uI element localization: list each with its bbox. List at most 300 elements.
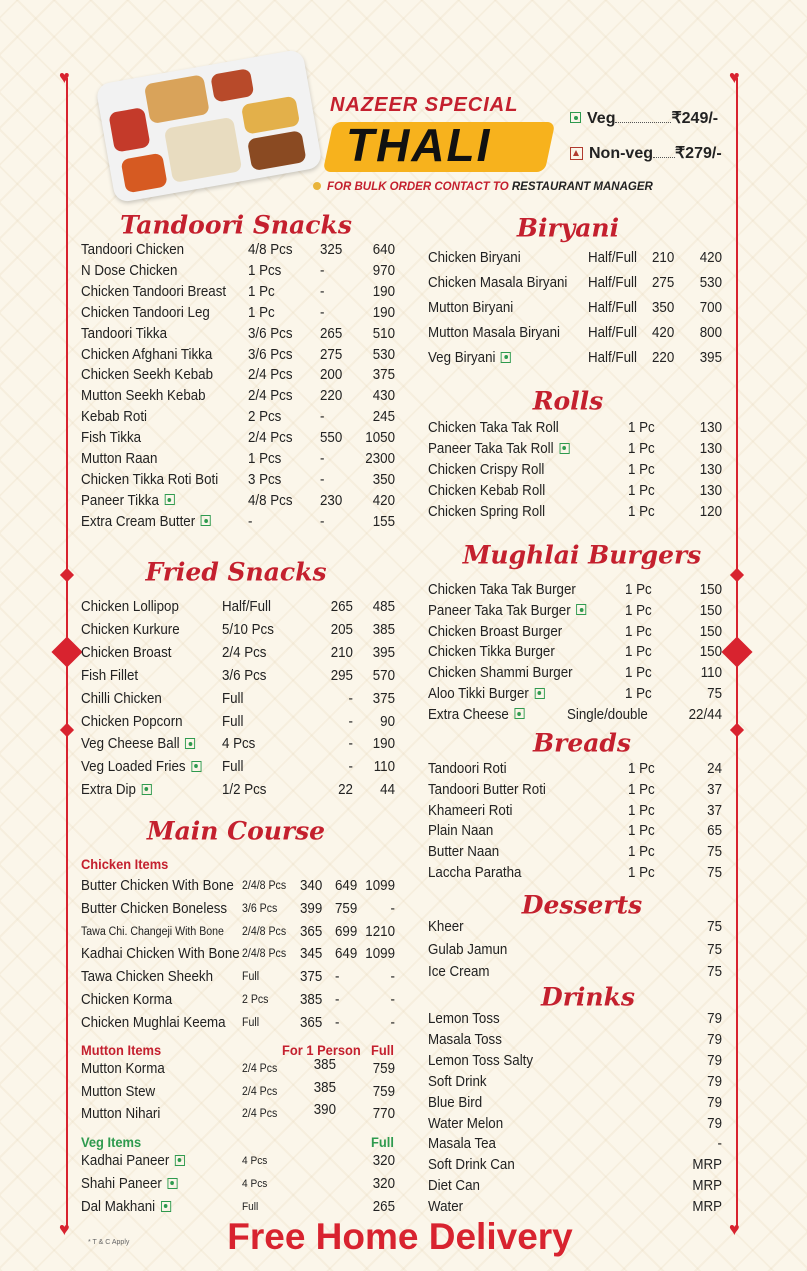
item-quantity: 1 Pc xyxy=(624,582,652,598)
item-name: Mutton Masala Biryani xyxy=(428,325,560,341)
item-quantity: 2/4 Pcs xyxy=(242,1085,278,1098)
item-price: 190 xyxy=(372,736,395,753)
item-name: Chicken Lollipop xyxy=(81,599,179,615)
item-price: 385 xyxy=(313,1057,336,1073)
item-quantity: 1 Pc xyxy=(624,602,652,619)
item-price: 44 xyxy=(380,782,395,799)
item-price: 37 xyxy=(707,802,722,819)
item-name: Shahi Paneer xyxy=(81,1176,162,1192)
nonveg-price: ₹279/- xyxy=(675,145,722,162)
item-price: 2300 xyxy=(365,451,395,467)
item-name: Kheer xyxy=(428,919,464,935)
item-price: 385 xyxy=(372,621,395,638)
veg-icon xyxy=(164,494,174,505)
item-price: - xyxy=(348,690,353,707)
item-name: Chicken Spring Roll xyxy=(428,504,546,520)
veg-icon xyxy=(501,352,511,363)
item-name: Laccha Paratha xyxy=(428,865,522,881)
item-price: 759 xyxy=(334,900,358,917)
diamond-ornament-icon xyxy=(60,723,74,737)
item-name: Khameeri Roti xyxy=(428,802,513,819)
veg-icon xyxy=(514,708,524,719)
item-price: 245 xyxy=(372,409,395,426)
item-price: - xyxy=(334,992,340,1008)
item-name-with-veg xyxy=(81,514,211,530)
item-price: 210 xyxy=(330,644,353,661)
item-price: MRP xyxy=(692,1178,722,1195)
veg-icon xyxy=(141,784,151,795)
item-quantity: 4/8 Pcs xyxy=(247,242,293,258)
section-title-main: Main Course xyxy=(146,816,326,846)
item-name: Fish Tikka xyxy=(81,430,142,447)
item-quantity: 1 Pc xyxy=(627,483,655,499)
item-quantity: 1 Pc xyxy=(627,761,655,777)
item-name: Tandoori Butter Roti xyxy=(428,781,546,798)
item-price: 65 xyxy=(707,823,722,840)
item-price: 265 xyxy=(319,325,343,342)
section-title-burgers: Mughlai Burgers xyxy=(462,540,702,570)
bulk-prefix: FOR BULK ORDER CONTACT TO xyxy=(327,181,509,193)
veg-icon xyxy=(201,515,211,526)
item-quantity: Half/Full xyxy=(587,275,637,291)
item-name: Chicken Tandoori Breast xyxy=(81,283,227,300)
item-name: Ice Cream xyxy=(428,964,490,980)
bulk-suffix: RESTAURANT MANAGER xyxy=(511,181,653,193)
item-quantity: 2/4/8 Pcs xyxy=(242,925,287,938)
item-price: 295 xyxy=(330,667,353,684)
item-quantity: 1 Pc xyxy=(627,781,655,798)
item-name-with-veg xyxy=(428,707,524,723)
item-price: 699 xyxy=(334,923,358,940)
item-quantity: 1 Pc xyxy=(627,504,655,520)
item-name-with-veg xyxy=(81,493,175,509)
heart-ornament-icon: ♥ xyxy=(59,67,70,87)
item-price: 110 xyxy=(700,665,722,682)
item-price: 420 xyxy=(372,492,395,509)
veg-items-header: Veg Items xyxy=(81,1134,142,1150)
item-quantity: 3/6 Pcs xyxy=(247,346,293,363)
veg-icon xyxy=(161,1201,171,1212)
item-name-with-veg xyxy=(81,759,201,775)
item-price: 220 xyxy=(319,388,343,405)
item-name: Kadhai Paneer xyxy=(81,1153,170,1169)
item-price: 649 xyxy=(334,878,358,894)
item-price: - xyxy=(717,1136,722,1153)
item-price: 1210 xyxy=(365,923,395,940)
item-quantity: 2/4 Pcs xyxy=(242,1108,278,1120)
item-name: Mutton Biryani xyxy=(428,300,514,316)
item-name: Kebab Roti xyxy=(81,409,148,426)
item-quantity: 3/6 Pcs xyxy=(247,325,293,342)
item-name: Chicken Broast Burger xyxy=(428,623,563,640)
item-price: 420 xyxy=(699,250,722,266)
item-price: 800 xyxy=(699,325,722,341)
item-quantity: Full xyxy=(221,713,244,730)
item-price: - xyxy=(390,969,395,986)
item-name: Veg Cheese Ball xyxy=(81,736,180,753)
heart-ornament-icon: ♥ xyxy=(59,1219,70,1239)
item-name: Mutton Stew xyxy=(81,1083,156,1100)
item-name-with-veg xyxy=(81,1153,185,1169)
item-quantity: 1 Pc xyxy=(247,283,275,300)
item-name: Chicken Taka Tak Burger xyxy=(428,582,576,598)
item-name: Veg Loaded Fries xyxy=(81,759,186,776)
item-name: Masala Toss xyxy=(428,1031,502,1048)
item-price: 150 xyxy=(699,582,722,598)
item-quantity: 1 Pc xyxy=(624,644,652,661)
item-quantity: 1 Pc xyxy=(627,865,655,881)
item-quantity: Half/Full xyxy=(587,300,637,316)
free-home-delivery-banner: Free Home Delivery xyxy=(227,1216,573,1257)
item-price: 265 xyxy=(372,1199,395,1215)
item-price: 375 xyxy=(372,690,395,707)
item-price: 350 xyxy=(651,300,675,316)
chicken-items-header: Chicken Items xyxy=(81,856,169,872)
item-quantity: Full xyxy=(242,1016,260,1029)
item-name-with-veg xyxy=(428,441,569,457)
item-name: Mutton Korma xyxy=(81,1061,165,1077)
item-price: 200 xyxy=(319,367,343,384)
item-name-with-veg xyxy=(81,782,152,798)
nonveg-label: Non-veg xyxy=(589,145,653,162)
item-quantity: Single/double xyxy=(566,706,648,723)
item-name-with-veg xyxy=(81,736,195,752)
veg-thali-price-line xyxy=(570,108,718,128)
item-price: 120 xyxy=(699,504,722,520)
item-name: Fish Fillet xyxy=(81,667,139,684)
item-quantity: 1 Pc xyxy=(624,623,652,640)
item-price: 130 xyxy=(699,420,722,436)
item-name: Tandoori Chicken xyxy=(81,242,185,258)
item-name: Chicken Shammi Burger xyxy=(428,665,573,682)
item-price: 420 xyxy=(651,325,675,341)
item-name: Chicken Seekh Kebab xyxy=(81,367,214,384)
item-price: 37 xyxy=(707,781,722,798)
veg-icon xyxy=(167,1178,177,1189)
veg-icon xyxy=(175,1155,185,1166)
item-quantity: 2/4/8 Pcs xyxy=(242,880,287,892)
item-name: Water xyxy=(428,1199,464,1216)
bulk-order-note xyxy=(313,181,653,193)
item-name: Masala Tea xyxy=(428,1136,496,1153)
item-name: Water Melon xyxy=(428,1115,504,1132)
item-quantity: 2/4/8 Pcs xyxy=(242,948,287,961)
item-price: 530 xyxy=(372,346,395,363)
item-price: 365 xyxy=(299,923,323,940)
item-name: Dal Makhani xyxy=(81,1199,156,1215)
mutton-items-header: Mutton Items xyxy=(81,1042,162,1058)
item-price: 75 xyxy=(707,964,722,980)
diamond-ornament-icon xyxy=(60,568,74,582)
veg-label: Veg xyxy=(587,110,616,127)
item-name: Butter Chicken Boneless xyxy=(81,900,228,917)
item-price: 385 xyxy=(299,992,323,1008)
item-name: Kadhai Chicken With Bone xyxy=(81,946,240,963)
item-name: Chicken Tandoori Leg xyxy=(81,304,210,321)
item-price: 22 xyxy=(338,782,353,799)
item-price: 345 xyxy=(299,946,323,963)
item-price: MRP xyxy=(692,1199,722,1216)
item-name-with-veg xyxy=(81,1176,177,1192)
section-title-drinks: Drinks xyxy=(541,982,635,1012)
item-quantity: Full xyxy=(242,971,260,984)
section-title-fried: Fried Snacks xyxy=(145,557,327,587)
item-quantity: Full xyxy=(221,690,244,707)
item-name: Tawa Chicken Sheekh xyxy=(81,969,214,986)
item-price: 155 xyxy=(372,513,395,530)
item-price: 220 xyxy=(651,350,675,366)
item-price: 150 xyxy=(699,623,722,640)
item-name: Lemon Toss Salty xyxy=(428,1052,534,1069)
item-quantity: 2/4 Pcs xyxy=(247,388,293,405)
item-price: - xyxy=(319,283,325,300)
item-price: 365 xyxy=(299,1014,323,1031)
item-price: 230 xyxy=(319,492,343,509)
item-name: Paneer Taka Tak Burger xyxy=(428,602,571,619)
item-quantity: 4 Pcs xyxy=(221,736,256,753)
item-price: 75 xyxy=(707,919,722,935)
item-price: 79 xyxy=(707,1011,722,1027)
item-price: - xyxy=(390,1014,395,1031)
item-quantity: 3 Pcs xyxy=(247,471,282,488)
item-quantity: 4 Pcs xyxy=(242,1178,268,1190)
item-name: Chicken Masala Biryani xyxy=(428,275,568,291)
item-price: 275 xyxy=(651,275,675,291)
special-label: NAZEER SPECIAL xyxy=(330,94,519,116)
item-price: 700 xyxy=(699,300,722,316)
item-name: Blue Bird xyxy=(428,1094,483,1111)
dotted-leader xyxy=(615,122,671,123)
section-title-biryani: Biryani xyxy=(516,213,620,243)
item-quantity: 1 Pc xyxy=(624,686,652,702)
diamond-ornament-icon xyxy=(721,636,752,667)
item-price: 325 xyxy=(319,242,343,258)
item-name: Tawa Chi. Changeji With Bone xyxy=(81,925,224,938)
item-price: - xyxy=(319,409,325,426)
item-name-with-veg xyxy=(428,603,586,619)
item-quantity: Half/Full xyxy=(587,325,637,341)
item-name: Chicken Korma xyxy=(81,992,173,1008)
item-name: Chicken Popcorn xyxy=(81,713,183,730)
item-price: 385 xyxy=(313,1079,336,1096)
diamond-ornament-icon xyxy=(730,568,744,582)
item-price: 90 xyxy=(380,713,395,730)
item-price: 22/44 xyxy=(688,706,722,723)
veg-icon xyxy=(559,443,569,454)
item-quantity: 1 Pc xyxy=(627,420,655,436)
item-price: - xyxy=(390,992,395,1008)
heart-ornament-icon: ♥ xyxy=(729,67,740,87)
item-price: 110 xyxy=(373,759,395,776)
item-price: 150 xyxy=(699,602,722,619)
item-name: Paneer Tikka xyxy=(81,492,159,509)
item-price: 970 xyxy=(372,262,395,279)
veg-icon xyxy=(534,688,544,699)
item-price: MRP xyxy=(692,1157,722,1174)
item-price: 430 xyxy=(372,388,395,405)
item-price: 275 xyxy=(319,346,343,363)
item-name: Chicken Biryani xyxy=(428,250,521,266)
item-name: Paneer Taka Tak Roll xyxy=(428,441,554,457)
dotted-leader xyxy=(653,157,675,158)
section-title-desserts: Desserts xyxy=(521,890,643,920)
item-name: Soft Drink xyxy=(428,1073,487,1090)
item-quantity: Full xyxy=(242,1201,259,1213)
veg-icon xyxy=(576,604,586,615)
item-name: Diet Can xyxy=(428,1178,480,1195)
section-title-breads: Breads xyxy=(533,728,631,758)
item-name-with-veg xyxy=(428,686,544,702)
item-name: Gulab Jamun xyxy=(428,941,508,958)
item-name: Extra Cheese xyxy=(428,706,509,723)
item-price: 375 xyxy=(299,969,323,986)
item-price: 210 xyxy=(651,250,675,266)
item-quantity: 2/4 Pcs xyxy=(247,430,293,447)
item-quantity: 2 Pcs xyxy=(242,994,269,1006)
item-quantity: 3/6 Pcs xyxy=(221,667,267,684)
item-name: Lemon Toss xyxy=(428,1011,500,1027)
item-name: Aloo Tikki Burger xyxy=(428,686,529,702)
diamond-ornament-icon xyxy=(730,723,744,737)
item-price: 530 xyxy=(699,275,722,291)
item-price: 79 xyxy=(707,1031,722,1048)
item-name: Plain Naan xyxy=(428,823,494,840)
item-name: Soft Drink Can xyxy=(428,1157,515,1174)
item-price: 1099 xyxy=(365,946,395,963)
item-price: 340 xyxy=(299,878,323,894)
item-price: 79 xyxy=(707,1094,722,1111)
item-price: 205 xyxy=(330,621,353,638)
item-price: 640 xyxy=(372,242,395,258)
item-price: 320 xyxy=(372,1153,395,1169)
mutton-col-full: Full xyxy=(371,1042,394,1058)
veg-icon xyxy=(570,112,581,123)
item-quantity: 4 Pcs xyxy=(242,1155,268,1167)
veg-icon xyxy=(191,761,201,772)
item-price: 75 xyxy=(707,844,722,861)
item-quantity: Half/Full xyxy=(587,250,637,266)
item-quantity: 1 Pc xyxy=(627,823,655,840)
item-price: 79 xyxy=(707,1073,722,1090)
item-quantity: 2/4 Pcs xyxy=(247,367,293,384)
item-name: Chicken Crispy Roll xyxy=(428,462,545,478)
item-quantity: 1 Pc xyxy=(627,441,655,457)
heart-ornament-icon: ♥ xyxy=(729,1219,740,1239)
item-price: - xyxy=(348,759,353,776)
item-price: 395 xyxy=(699,350,722,366)
item-quantity: 2 Pcs xyxy=(247,409,282,426)
section-title-rolls: Rolls xyxy=(532,386,604,416)
item-name: Extra Cream Butter xyxy=(81,513,196,530)
item-price: 510 xyxy=(372,325,395,342)
nonveg-thali-price-line xyxy=(570,143,722,163)
section-title-tandoori: Tandoori Snacks xyxy=(120,210,352,240)
item-price: 75 xyxy=(707,686,722,702)
item-quantity: 5/10 Pcs xyxy=(221,621,274,638)
item-name-with-veg xyxy=(428,350,511,366)
item-name: Chicken Kebab Roll xyxy=(428,483,546,499)
item-quantity: 1 Pc xyxy=(247,304,275,321)
thali-image xyxy=(95,49,323,204)
item-name: Tandoori Tikka xyxy=(81,325,168,342)
mutton-col-1-person: For 1 Person xyxy=(282,1042,361,1058)
nonveg-icon xyxy=(570,147,583,160)
terms-note: * T & C Apply xyxy=(88,1239,130,1246)
item-price: - xyxy=(319,451,325,467)
item-name: Mutton Seekh Kebab xyxy=(81,388,206,405)
item-price: 350 xyxy=(372,471,395,488)
item-price: - xyxy=(319,513,325,530)
item-name: Veg Biryani xyxy=(428,350,496,366)
item-price: 399 xyxy=(299,900,323,917)
item-name: Chilli Chicken xyxy=(81,690,162,707)
item-price: 130 xyxy=(699,441,722,457)
item-price: 79 xyxy=(707,1052,722,1069)
thali-title: THALI xyxy=(346,119,492,171)
item-price: 759 xyxy=(372,1083,395,1100)
item-price: 759 xyxy=(372,1061,395,1077)
item-name: Butter Naan xyxy=(428,844,500,861)
item-quantity: 1 Pc xyxy=(627,462,655,478)
item-name: Chicken Kurkure xyxy=(81,621,180,638)
veg-icon xyxy=(185,738,195,749)
item-price: 190 xyxy=(372,304,395,321)
item-name: Chicken Broast xyxy=(81,644,172,661)
item-price: - xyxy=(390,900,395,917)
item-name: Mutton Raan xyxy=(81,451,158,467)
item-price: 150 xyxy=(699,644,722,661)
item-price: 130 xyxy=(699,483,722,499)
item-price: 190 xyxy=(372,283,395,300)
item-quantity: - xyxy=(247,513,253,530)
bullet-icon xyxy=(313,182,321,190)
item-price: 390 xyxy=(313,1102,336,1118)
veg-col-full: Full xyxy=(371,1134,394,1150)
item-name: Mutton Nihari xyxy=(81,1106,161,1122)
item-quantity: 1 Pc xyxy=(627,844,655,861)
item-quantity: 1 Pcs xyxy=(247,262,282,279)
item-price: 485 xyxy=(372,599,395,615)
item-price: 770 xyxy=(372,1106,395,1122)
item-name: Extra Dip xyxy=(81,782,136,799)
item-quantity: 4/8 Pcs xyxy=(247,492,293,509)
item-name: Chicken Taka Tak Roll xyxy=(428,420,559,436)
item-price: 75 xyxy=(707,941,722,958)
item-quantity: Half/Full xyxy=(221,599,271,615)
item-name: Chicken Mughlai Keema xyxy=(81,1014,226,1031)
item-name: Butter Chicken With Bone xyxy=(81,878,234,894)
item-price: - xyxy=(319,262,325,279)
item-price: 375 xyxy=(372,367,395,384)
item-quantity: 1/2 Pcs xyxy=(221,782,267,799)
item-quantity: 1 Pc xyxy=(624,665,652,682)
item-quantity: 3/6 Pcs xyxy=(242,902,278,915)
item-quantity: Half/Full xyxy=(587,350,637,366)
item-name: Chicken Tikka Roti Boti xyxy=(81,471,219,488)
item-price: 550 xyxy=(319,430,343,447)
item-quantity: 1 Pcs xyxy=(247,451,282,467)
item-price: 75 xyxy=(707,865,722,881)
item-quantity: 2/4 Pcs xyxy=(242,1063,278,1075)
item-price: 570 xyxy=(372,667,395,684)
item-price: - xyxy=(348,713,353,730)
veg-price: ₹249/- xyxy=(671,110,719,127)
item-price: - xyxy=(334,969,340,986)
item-price: 79 xyxy=(707,1115,722,1132)
item-quantity: Full xyxy=(221,759,244,776)
item-name: Tandoori Roti xyxy=(428,761,507,777)
item-name: N Dose Chicken xyxy=(81,262,178,279)
